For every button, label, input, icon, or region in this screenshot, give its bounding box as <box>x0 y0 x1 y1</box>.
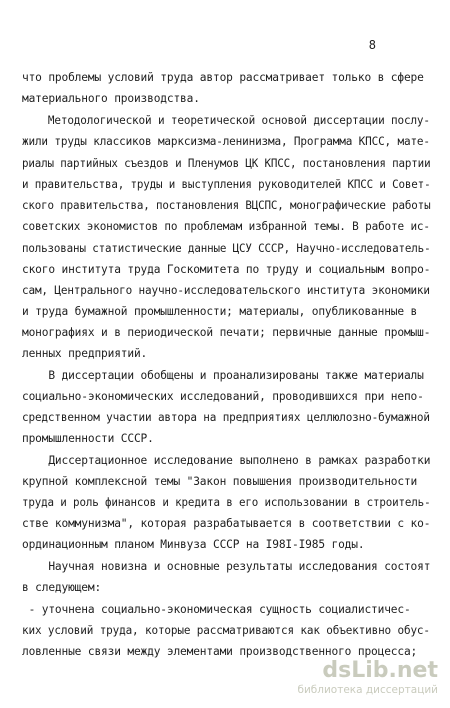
text-line: ординационным планом Минвуза СССР на I98I-I985 годы. <box>22 538 365 551</box>
text-line: социально-экономических исследований, проводившихся при непо- <box>22 390 424 403</box>
text-line: Научная новизна и основные результаты исследования состоят <box>22 560 431 573</box>
watermark-subtitle: библиотека диссертаций <box>297 684 438 696</box>
text-line: стве коммунизма", которая разрабатывается в соответствии с ко- <box>22 517 431 530</box>
text-line: что проблемы условий труда автор рассматривает только в сфере <box>22 71 424 84</box>
text-line: ского правительства, постановления ВЦСПС, монографические работы <box>22 199 431 212</box>
text-line: ского института труда Госкомитета по труду и социальным вопро- <box>22 263 431 276</box>
text-line: и труда бумажной промышленности; материалы, опубликованные в <box>22 305 418 318</box>
text-line: в следующем: <box>22 581 102 594</box>
text-line: средственном участии автора на предприятиях целлюлозно-бумажной <box>22 411 430 424</box>
text-line: риалы партийных съездов и Пленумов ЦК КПСС, постановления партии <box>22 157 431 170</box>
watermark-logo: dsLib.net <box>322 658 438 683</box>
text-line: и правительства, труды и выступления руководителей КПСС и Совет- <box>22 178 431 191</box>
text-line: материального производства. <box>22 92 200 105</box>
page-number: 8 <box>368 38 376 52</box>
text-line: Методологической и теоретической основой диссертации послу- <box>22 114 430 127</box>
text-line: Диссертационное исследование выполнено в рамках разработки <box>22 454 431 467</box>
text-line: ких условий труда, которые рассматриваются как объективно обус- <box>22 624 430 637</box>
text-line: В диссертации обобщены и проанализированы также материалы <box>22 369 424 382</box>
text-line: сам, Центрального научно-исследовательского института экономики <box>22 284 430 297</box>
text-line: ловленные связи между элементами производственного процесса; <box>22 645 418 658</box>
text-line: советских экономистов по проблемам избранной темы. В работе ис- <box>22 220 430 233</box>
text-line: труда и роль финансов и кредита в его использовании в строитель- <box>22 496 431 509</box>
text-line: крупной комплексной темы "Закон повышения производительности <box>22 475 418 488</box>
text-line: промышленности СССР. <box>22 432 154 445</box>
text-line: жили труды классиков марксизма-ленинизма, Программа КПСС, мате- <box>22 135 430 148</box>
text-line: пользованы статистические данные ЦСУ СССР, Научно-исследователь- <box>22 242 431 255</box>
text-line: монографиях и в периодической печати; первичные данные промыш- <box>22 326 431 339</box>
text-line: - уточнена социально-экономическая сущность социалистичес- <box>22 603 411 616</box>
text-line: ленных предприятий. <box>22 347 148 360</box>
watermark <box>297 660 438 696</box>
